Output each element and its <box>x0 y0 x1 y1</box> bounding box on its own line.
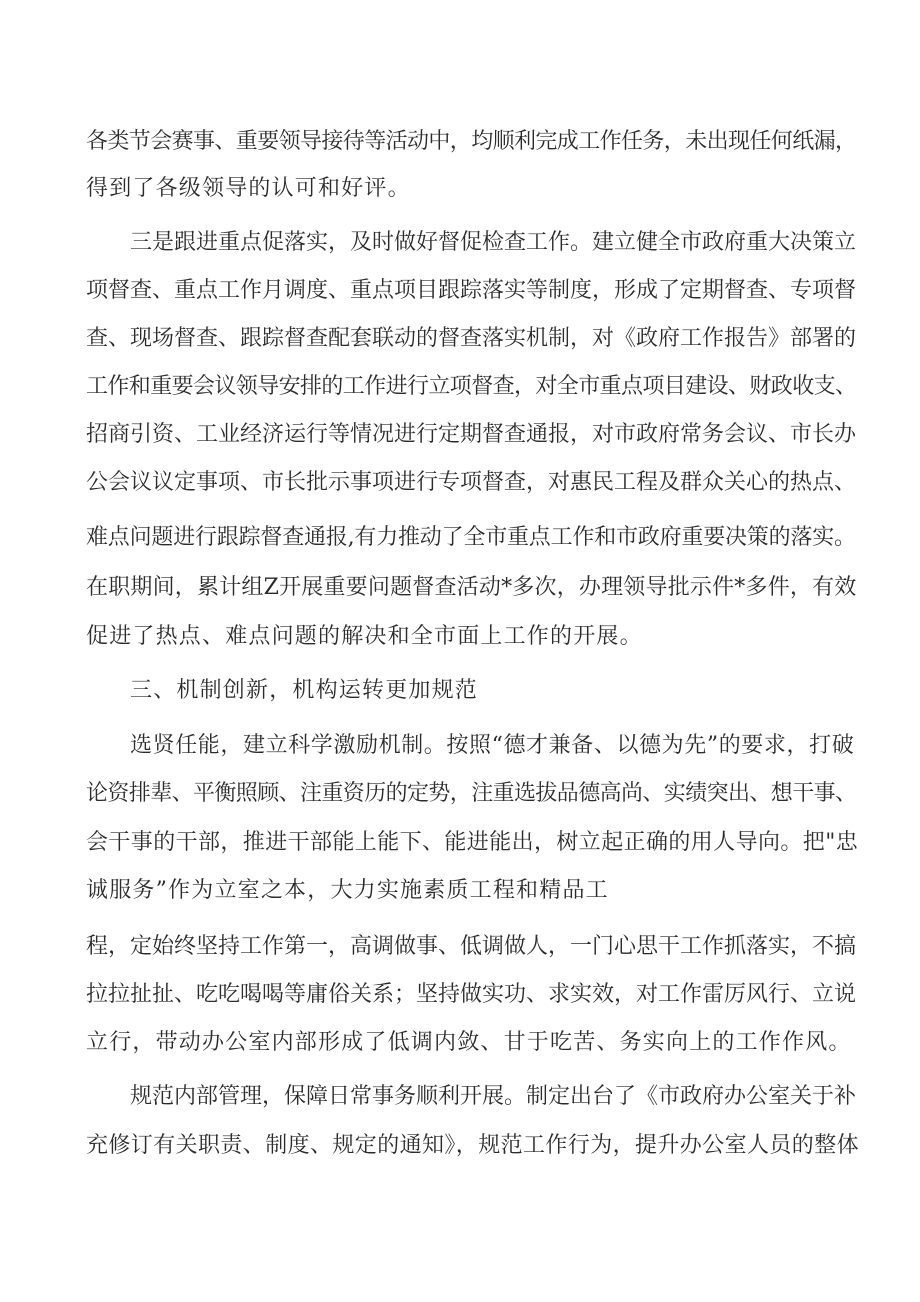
text-line: 论资排辈、平衡照顾、注重资历的定势，注重选拔品德高尚、实绩突出、想干事、 <box>86 781 857 806</box>
text-line: 在职期间，累计组Z开展重要问题督查活动*多次，办理领导批示件*多件，有效 <box>86 575 857 600</box>
paragraph-start: 选贤任能，建立科学激励机制。按照“德才兼备、以德为先”的要求，打破 <box>130 733 855 758</box>
text-line: 查、现场督查、跟踪督查配套联动的督查落实机制，对《政府工作报告》部署的 <box>86 326 857 351</box>
text-line: 各类节会赛事、重要领导接待等活动中，均顺利完成工作任务，未出现任何纸漏， <box>86 129 857 154</box>
text-line: 拉拉扯扯、吃吃喝喝等庸俗关系；坚持做实功、求实效，对工作雷厉风行、立说 <box>86 982 857 1007</box>
text-line: 促进了热点、难点问题的解决和全市面上工作的开展。 <box>86 624 643 649</box>
text-line: 公会议议定事项、市长批示事项进行专项督查，对惠民工程及群众关心的热点、 <box>86 470 857 495</box>
paragraph-start: 三是跟进重点促落实，及时做好督促检查工作。建立健全市政府重大决策立 <box>130 230 857 255</box>
text-line: 招商引资、工业经济运行等情况进行定期督查通报，对市政府常务会议、市长办 <box>86 422 857 447</box>
text-line: 难点问题进行跟踪督查通报,有力推动了全市重点工作和市政府重要决策的落实。 <box>86 525 856 550</box>
section-heading: 三、机制创新，机构运转更加规范 <box>130 678 479 703</box>
text-line: 工作和重要会议领导安排的工作进行立项督查，对全市重点项目建设、财政收支、 <box>86 374 857 399</box>
text-line: 得到了各级领导的认可和好评。 <box>86 176 411 201</box>
text-line: 程，定始终坚持工作第一，高调做事、低调做人，一门心思干工作抓落实，不搞 <box>86 934 857 959</box>
text-line: 项督查、重点工作月调度、重点项目跟踪落实等制度，形成了定期督查、专项督 <box>86 278 857 303</box>
text-line: 立行，带动办公室内部形成了低调内敛、甘于吃苦、务实向上的工作作风。 <box>86 1030 852 1055</box>
paragraph-start: 规范内部管理，保障日常事务顺利开展。制定出台了《市政府办公室关于补 <box>130 1084 857 1109</box>
text-line: 充修订有关职责、制度、规定的通知》，规范工作行为，提升办公室人员的整体 <box>86 1133 860 1158</box>
text-line: 诚服务”作为立室之本，大力实施素质工程和精品工 <box>86 878 609 903</box>
text-line: 会干事的干部，推进干部能上能下、能进能出，树立起正确的用人导向。把"忠 <box>86 830 859 855</box>
